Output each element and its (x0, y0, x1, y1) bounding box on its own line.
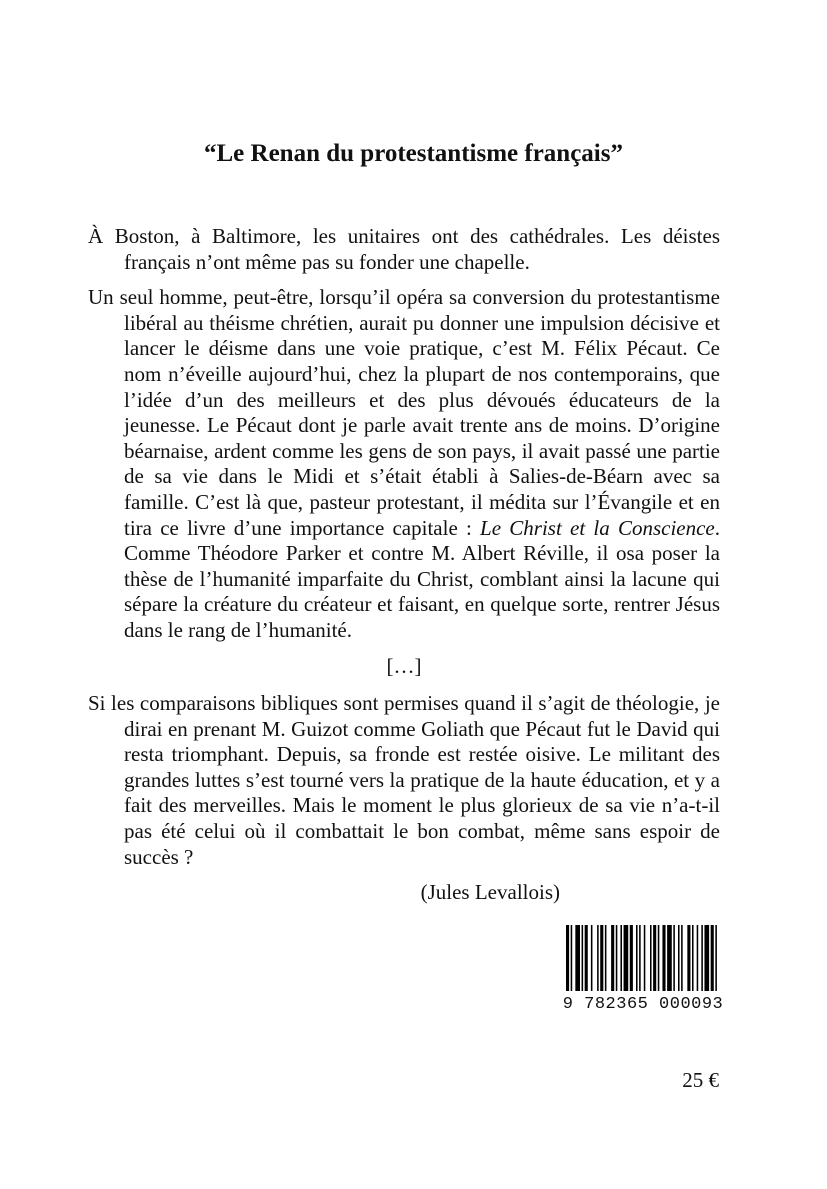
barcode-bar (624, 925, 629, 991)
barcode-bar (639, 925, 641, 991)
barcode-bar (692, 925, 694, 991)
isbn-barcode (560, 925, 726, 1017)
barcode-bar (653, 925, 656, 991)
barcode-bars (566, 925, 720, 991)
barcode-bar (605, 925, 607, 991)
barcode-bar (650, 925, 652, 991)
barcode-bar (678, 925, 680, 991)
book-title: Le Christ et la Conscience (480, 515, 715, 540)
barcode-bar (681, 925, 683, 991)
barcode-bar (585, 925, 588, 991)
paragraph-conclusion: Si les comparaisons bibliques sont permises quand il s’agit de théologie, je dirai en prenant M. Guizot comme Goliath que Pécaut fut le David qui resta triomphant. Depuis, sa fronde est restée oisive. Le militant des grandes luttes s’est tourné vers la pratique de la haute éducation, et y a fait des merveilles. Mais le moment le plus glorieux de sa vie n’a-t-il pas été celui où il combattait le bon combat, même sans espoir de succès ? (88, 691, 720, 869)
omission-mark: […] (386, 653, 422, 678)
barcode-bar (673, 925, 675, 991)
barcode-bar (658, 925, 660, 991)
barcode-bar (711, 925, 714, 991)
barcode-digits: 9 782365 000093 (562, 995, 724, 1014)
barcode-bar (571, 925, 573, 991)
author-attribution: (Jules Levallois) (420, 880, 560, 905)
page-title: “Le Renan du protestantisme français” (204, 140, 623, 167)
barcode-bar (630, 925, 633, 991)
barcode-bar (636, 925, 638, 991)
paragraph-pecaut-text-after: . Comme Théodore Parker et contre M. Albert Réville, il osa poser la thèse de l’humanité imparfaite du Christ, comblant ainsi la lacune qui sépare la créature du créateur et faisant, en quelque sorte, rentrer Jésus dans le rang de l’humanité. (124, 515, 720, 642)
barcode-bar (566, 925, 569, 991)
price-label: 25 € (682, 1068, 719, 1092)
barcode-bar (701, 925, 703, 991)
barcode-bar (715, 925, 717, 991)
barcode-bar (591, 925, 593, 991)
barcode-bar (667, 925, 672, 991)
barcode-bar (704, 925, 709, 991)
barcode-bar (597, 925, 599, 991)
barcode-bar (687, 925, 690, 991)
barcode-bar (620, 925, 622, 991)
barcode-bar (600, 925, 603, 991)
barcode-bar (582, 925, 584, 991)
barcode-bar (611, 925, 614, 991)
paragraph-intro: À Boston, à Baltimore, les unitaires ont des cathédrales. Les déistes français n’ont même pas su fonder une chapelle. (88, 224, 720, 274)
barcode-bar (616, 925, 618, 991)
barcode-bar (644, 925, 646, 991)
barcode-bar (697, 925, 699, 991)
paragraph-pecaut (88, 285, 720, 643)
quote-body (88, 224, 720, 906)
paragraph-pecaut-text-before: Un seul homme, peut-être, lorsqu’il opéra sa conversion du protestantisme libéral au théisme chrétien, aurait pu donner une impulsion décisive et lancer le déisme dans une voie pratique, c’est M. Félix Pécaut. Ce nom n’éveille aujourd’hui, chez la plupart de nos contemporains, que l’idée d’un des meilleurs et des plus dévoués éducateurs de la jeunesse. Le Pécaut dont je parle avait trente ans de moins. D’origine béarnaise, ardent comme les gens de son pays, il avait passé une partie de sa vie dans le Midi et s’était établi à Salies-de-Béarn avec sa famille. C’est là que, pasteur protestant, il médita sur l’Évangile et en tira ce livre d’une importance capitale : (88, 285, 720, 540)
barcode-bar (662, 925, 665, 991)
barcode-bar (575, 925, 580, 991)
